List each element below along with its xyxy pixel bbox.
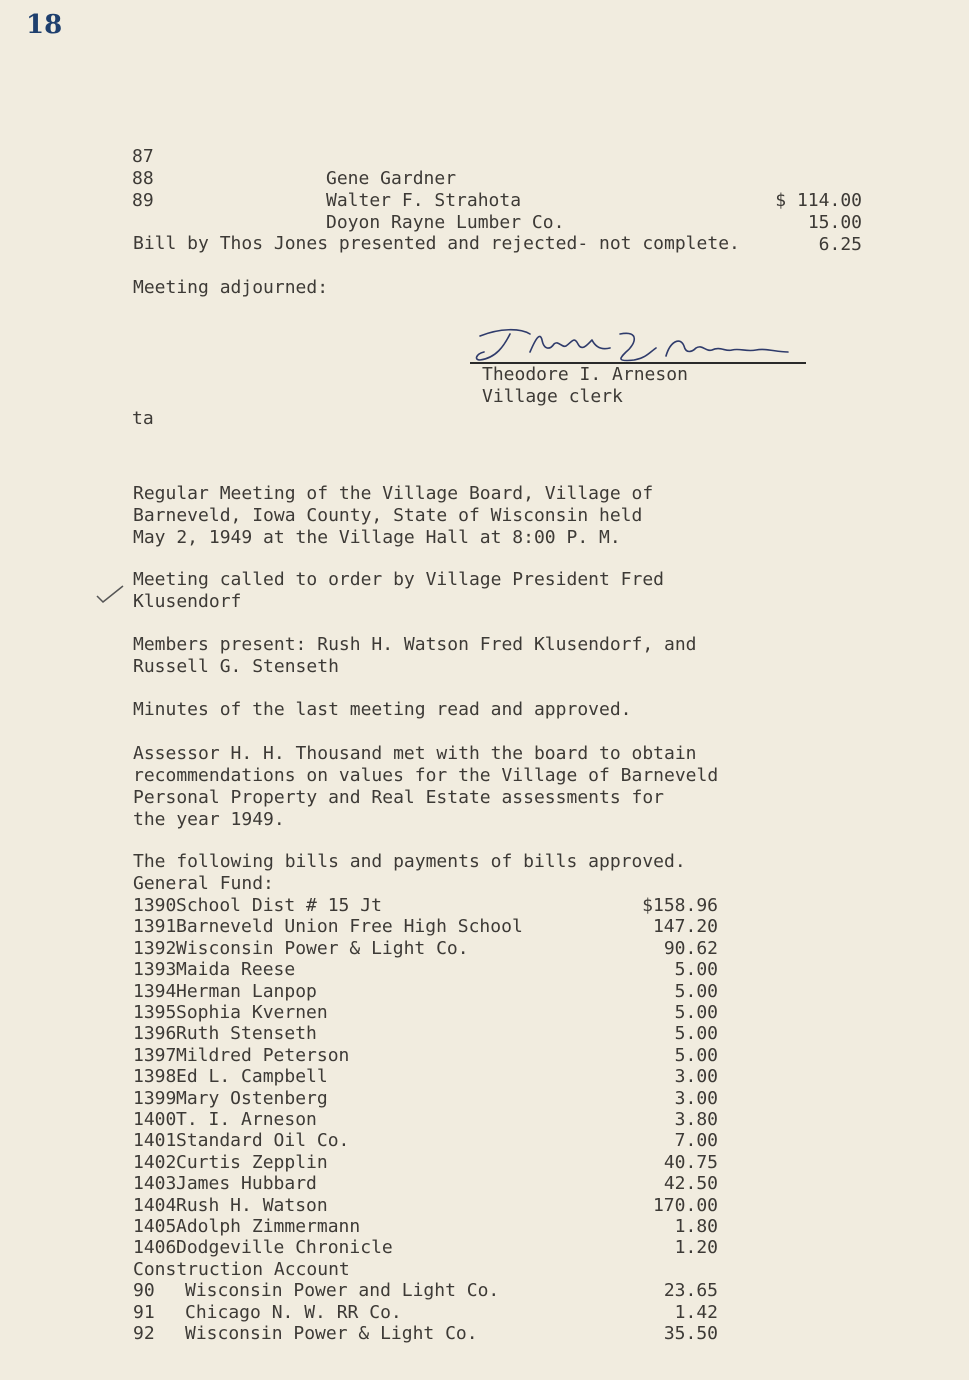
bill-number: 87 (132, 146, 154, 167)
ledger-amount: 3.00 (674, 1087, 718, 1109)
signer-title: Village clerk (482, 386, 623, 407)
ledger-number: 1406 (133, 1237, 177, 1259)
ledger-number: 1391 (133, 916, 177, 938)
minutes-approved: Minutes of the last meeting read and approved. (133, 699, 632, 720)
ledger-number: 1392 (133, 937, 177, 959)
assessor-line: Assessor H. H. Thousand met with the board to obtain (133, 743, 697, 764)
ledger-payee: Wisconsin Power & Light Co. (185, 1323, 478, 1344)
ledger-number: 1399 (133, 1087, 177, 1109)
ledger-amount: 1.80 (674, 1216, 718, 1237)
ledger-row (133, 938, 718, 960)
bills-intro: The following bills and payments of bills approved. (133, 851, 686, 872)
ledger-number: 1401 (133, 1130, 177, 1152)
ledger-payee: Adolph Zimmermann (176, 1216, 361, 1237)
bill-name: Walter F. Strahota (326, 190, 522, 211)
bill-amount: 6.25 (818, 234, 862, 255)
ledger-payee: Herman Lanpop (176, 980, 317, 1002)
members-present-line: Members present: Rush H. Watson Fred Klusendorf, and (133, 634, 697, 655)
checkmark-icon (93, 582, 127, 608)
ledger-payee: Mary Ostenberg (176, 1087, 328, 1109)
ledger-amount: 170.00 (652, 1194, 718, 1216)
ledger-row (133, 1195, 718, 1217)
ledger-payee: Chicago N. W. RR Co. (185, 1301, 402, 1323)
ledger-payee: T. I. Arneson (176, 1109, 317, 1130)
general-fund-label: General Fund: (133, 873, 274, 894)
ledger-number: 1395 (133, 1002, 177, 1023)
bill-amount: 15.00 (807, 212, 862, 233)
assessor-line: the year 1949. (133, 809, 285, 830)
ledger-row (133, 1237, 718, 1259)
ledger-number: 1405 (133, 1216, 177, 1237)
ledger-amount: 1.42 (674, 1301, 718, 1323)
ledger-row (133, 1216, 718, 1238)
ledger-amount: 147.20 (652, 916, 718, 938)
ledger-payee: James Hubbard (176, 1173, 317, 1195)
ledger-amount: 35.50 (663, 1323, 718, 1344)
ledger-row (133, 1323, 718, 1345)
ledger-payee: Wisconsin Power & Light Co. (176, 937, 469, 959)
ledger-amount: $158.96 (642, 895, 718, 916)
ledger-payee: Curtis Zepplin (176, 1151, 328, 1173)
ledger-row (133, 1045, 718, 1067)
ledger-payee: Dodgeville Chronicle (176, 1237, 393, 1259)
ledger-number: 1394 (133, 980, 177, 1002)
ledger-payee: Mildred Peterson (176, 1044, 350, 1066)
ledger-row (133, 895, 718, 917)
ledger-row (133, 981, 718, 1003)
construction-account-label: Construction Account (133, 1258, 350, 1280)
ledger-number: 92 (133, 1323, 155, 1344)
ledger-row (133, 1152, 718, 1174)
ledger-amount: 1.20 (674, 1237, 718, 1259)
ledger-number: 90 (133, 1280, 155, 1302)
ledger-amount: 7.00 (674, 1130, 718, 1152)
typist-initials: ta (132, 408, 154, 429)
ledger-amount: 5.00 (674, 1044, 718, 1066)
ledger-number: 1396 (133, 1023, 177, 1045)
ledger-number: 1393 (133, 959, 177, 981)
bill-number: 89 (132, 190, 154, 211)
ledger-row (133, 1173, 718, 1195)
ledger-number: 1400 (133, 1109, 177, 1130)
meeting-header-line: Barneveld, Iowa County, State of Wisconsin held (133, 505, 643, 526)
call-to-order-line: Klusendorf (133, 591, 242, 612)
ledger-payee: Rush H. Watson (176, 1194, 328, 1216)
ledger-number: 1390 (133, 895, 177, 916)
ledger-row (133, 916, 718, 938)
bill-amount: $ 114.00 (775, 190, 862, 211)
ledger-amount: 42.50 (663, 1173, 718, 1195)
ledger-row (133, 1023, 718, 1045)
ledger-amount: 5.00 (674, 1023, 718, 1045)
ledger-payee: Standard Oil Co. (176, 1130, 350, 1152)
ledger-payee: Maida Reese (176, 959, 296, 981)
ledger-amount: 40.75 (663, 1151, 718, 1173)
ledger-number: 1398 (133, 1066, 177, 1088)
assessor-line: recommendations on values for the Village of Barneveld (133, 765, 719, 786)
ledger-amount: 3.80 (674, 1109, 718, 1130)
assessor-line: Personal Property and Real Estate assessments for (133, 787, 665, 808)
ledger-row (133, 1109, 718, 1131)
ledger-payee: Barneveld Union Free High School (176, 916, 523, 938)
ledger-number: 91 (133, 1301, 155, 1323)
signer-name: Theodore I. Arneson (482, 364, 688, 385)
meeting-adjourned: Meeting adjourned: (133, 277, 329, 298)
ledger-payee: Ruth Stenseth (176, 1023, 317, 1045)
ledger-number: 1403 (133, 1173, 177, 1195)
ledger-number: 1402 (133, 1151, 177, 1173)
ledger-row (133, 1302, 718, 1324)
bill-number: 88 (132, 168, 154, 189)
jones-bill-note: Bill by Thos Jones presented and rejected- not complete. (133, 233, 740, 254)
ledger-row (133, 1066, 718, 1088)
ledger-amount: 90.62 (663, 937, 718, 959)
page-number: 18 (26, 10, 63, 40)
ledger-number: 1397 (133, 1044, 177, 1066)
ledger-row (133, 959, 718, 981)
bill-name: Doyon Rayne Lumber Co. (326, 212, 565, 233)
ledger-amount: 5.00 (674, 959, 718, 981)
ledger-amount: 23.65 (663, 1280, 718, 1302)
meeting-header-line: May 2, 1949 at the Village Hall at 8:00 P. M. (133, 527, 621, 548)
bill-name: Gene Gardner (326, 168, 457, 189)
ledger-payee: Ed L. Campbell (176, 1066, 328, 1088)
members-present-line: Russell G. Stenseth (133, 656, 339, 677)
ledger-row (133, 1280, 718, 1302)
ledger-amount: 3.00 (674, 1066, 718, 1088)
ledger-payee: School Dist # 15 Jt (176, 895, 382, 916)
ledger-payee: Wisconsin Power and Light Co. (185, 1280, 500, 1302)
ledger-payee: Sophia Kvernen (176, 1002, 328, 1023)
ledger-amount: 5.00 (674, 980, 718, 1002)
ledger-row (133, 1088, 718, 1110)
ledger-amount: 5.00 (674, 1002, 718, 1023)
call-to-order-line: Meeting called to order by Village President Fred (133, 569, 665, 590)
ledger-row (133, 1130, 718, 1152)
ledger-number: 1404 (133, 1194, 177, 1216)
ledger-row (133, 1002, 718, 1024)
meeting-header-line: Regular Meeting of the Village Board, Village of (133, 483, 654, 504)
